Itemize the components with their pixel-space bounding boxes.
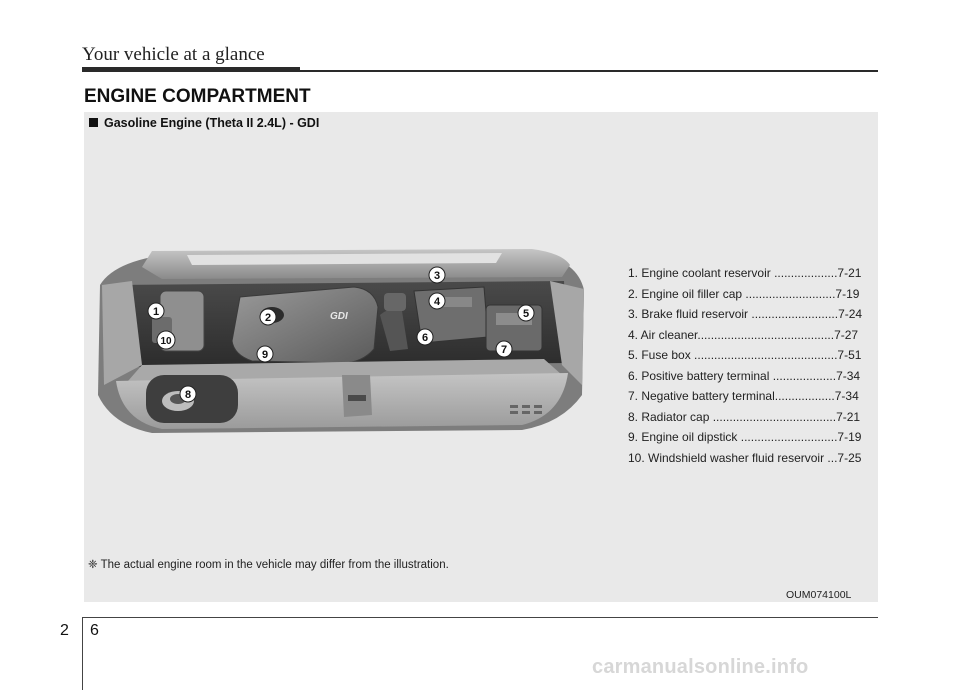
figure-subtitle (89, 116, 319, 130)
footer-divider (82, 617, 83, 690)
svg-text:6: 6 (421, 332, 429, 344)
callout-1 (148, 303, 164, 319)
svg-text:10: 10 (160, 336, 172, 347)
watermark: carmanualsonline.info (592, 656, 809, 678)
header-bar (82, 67, 300, 72)
svg-text:8: 8 (184, 389, 192, 401)
header-rule (300, 70, 878, 72)
legend-item: 6. Positive battery terminal ...................7-34 (628, 368, 861, 383)
legend-item: 9. Engine oil dipstick .............................7-19 (628, 430, 862, 444)
legend-item: 7. Negative battery terminal..................7-34 (628, 389, 859, 403)
callout-9 (257, 346, 273, 362)
svg-text:2: 2 (264, 312, 272, 324)
legend-item: 10. Windshield washer fluid reservoir ...7-25 (628, 450, 862, 465)
illustration-note: ❈ The actual engine room in the vehicle may differ from the illustration. (88, 559, 449, 571)
callout-3 (429, 267, 445, 283)
svg-text:4: 4 (433, 296, 441, 308)
callout-2 (260, 309, 276, 325)
square-bullet-icon (89, 118, 98, 127)
page-number: 6 (90, 622, 99, 639)
footer-rule (82, 617, 878, 618)
legend-item: 4. Air cleaner.........................................7-27 (628, 327, 859, 342)
svg-text:9: 9 (261, 349, 269, 361)
parts-legend (628, 263, 866, 468)
svg-text:1: 1 (152, 306, 160, 318)
callout-7 (496, 341, 512, 357)
engine-compartment-illustration (92, 245, 592, 435)
figure-subtitle-text: Gasoline Engine (Theta II 2.4L) - GDI (104, 116, 320, 130)
legend-item: 2. Engine oil filler cap ...........................7-19 (628, 286, 860, 301)
legend-item: 3. Brake fluid reservoir ..........................7-24 (628, 307, 863, 321)
svg-text:3: 3 (433, 270, 441, 282)
legend-item: 5. Fuse box ...........................................7-51 (628, 348, 862, 362)
svg-text:7: 7 (500, 344, 508, 356)
running-header: Your vehicle at a glance (82, 44, 265, 65)
gdi-badge: GDI (330, 311, 348, 322)
callout-4 (429, 293, 445, 309)
chapter-number: 2 (60, 622, 69, 639)
callout-8 (180, 386, 196, 402)
legend-item: 8. Radiator cap .....................................7-21 (628, 409, 861, 424)
svg-text:5: 5 (522, 308, 530, 320)
figure-code: OUM074100L (786, 589, 852, 601)
callout-10 (157, 331, 175, 349)
callout-5 (518, 305, 534, 321)
callout-6 (417, 329, 433, 345)
section-title: ENGINE COMPARTMENT (84, 86, 311, 107)
legend-item: 1. Engine coolant reservoir ...................7-21 (628, 266, 862, 280)
